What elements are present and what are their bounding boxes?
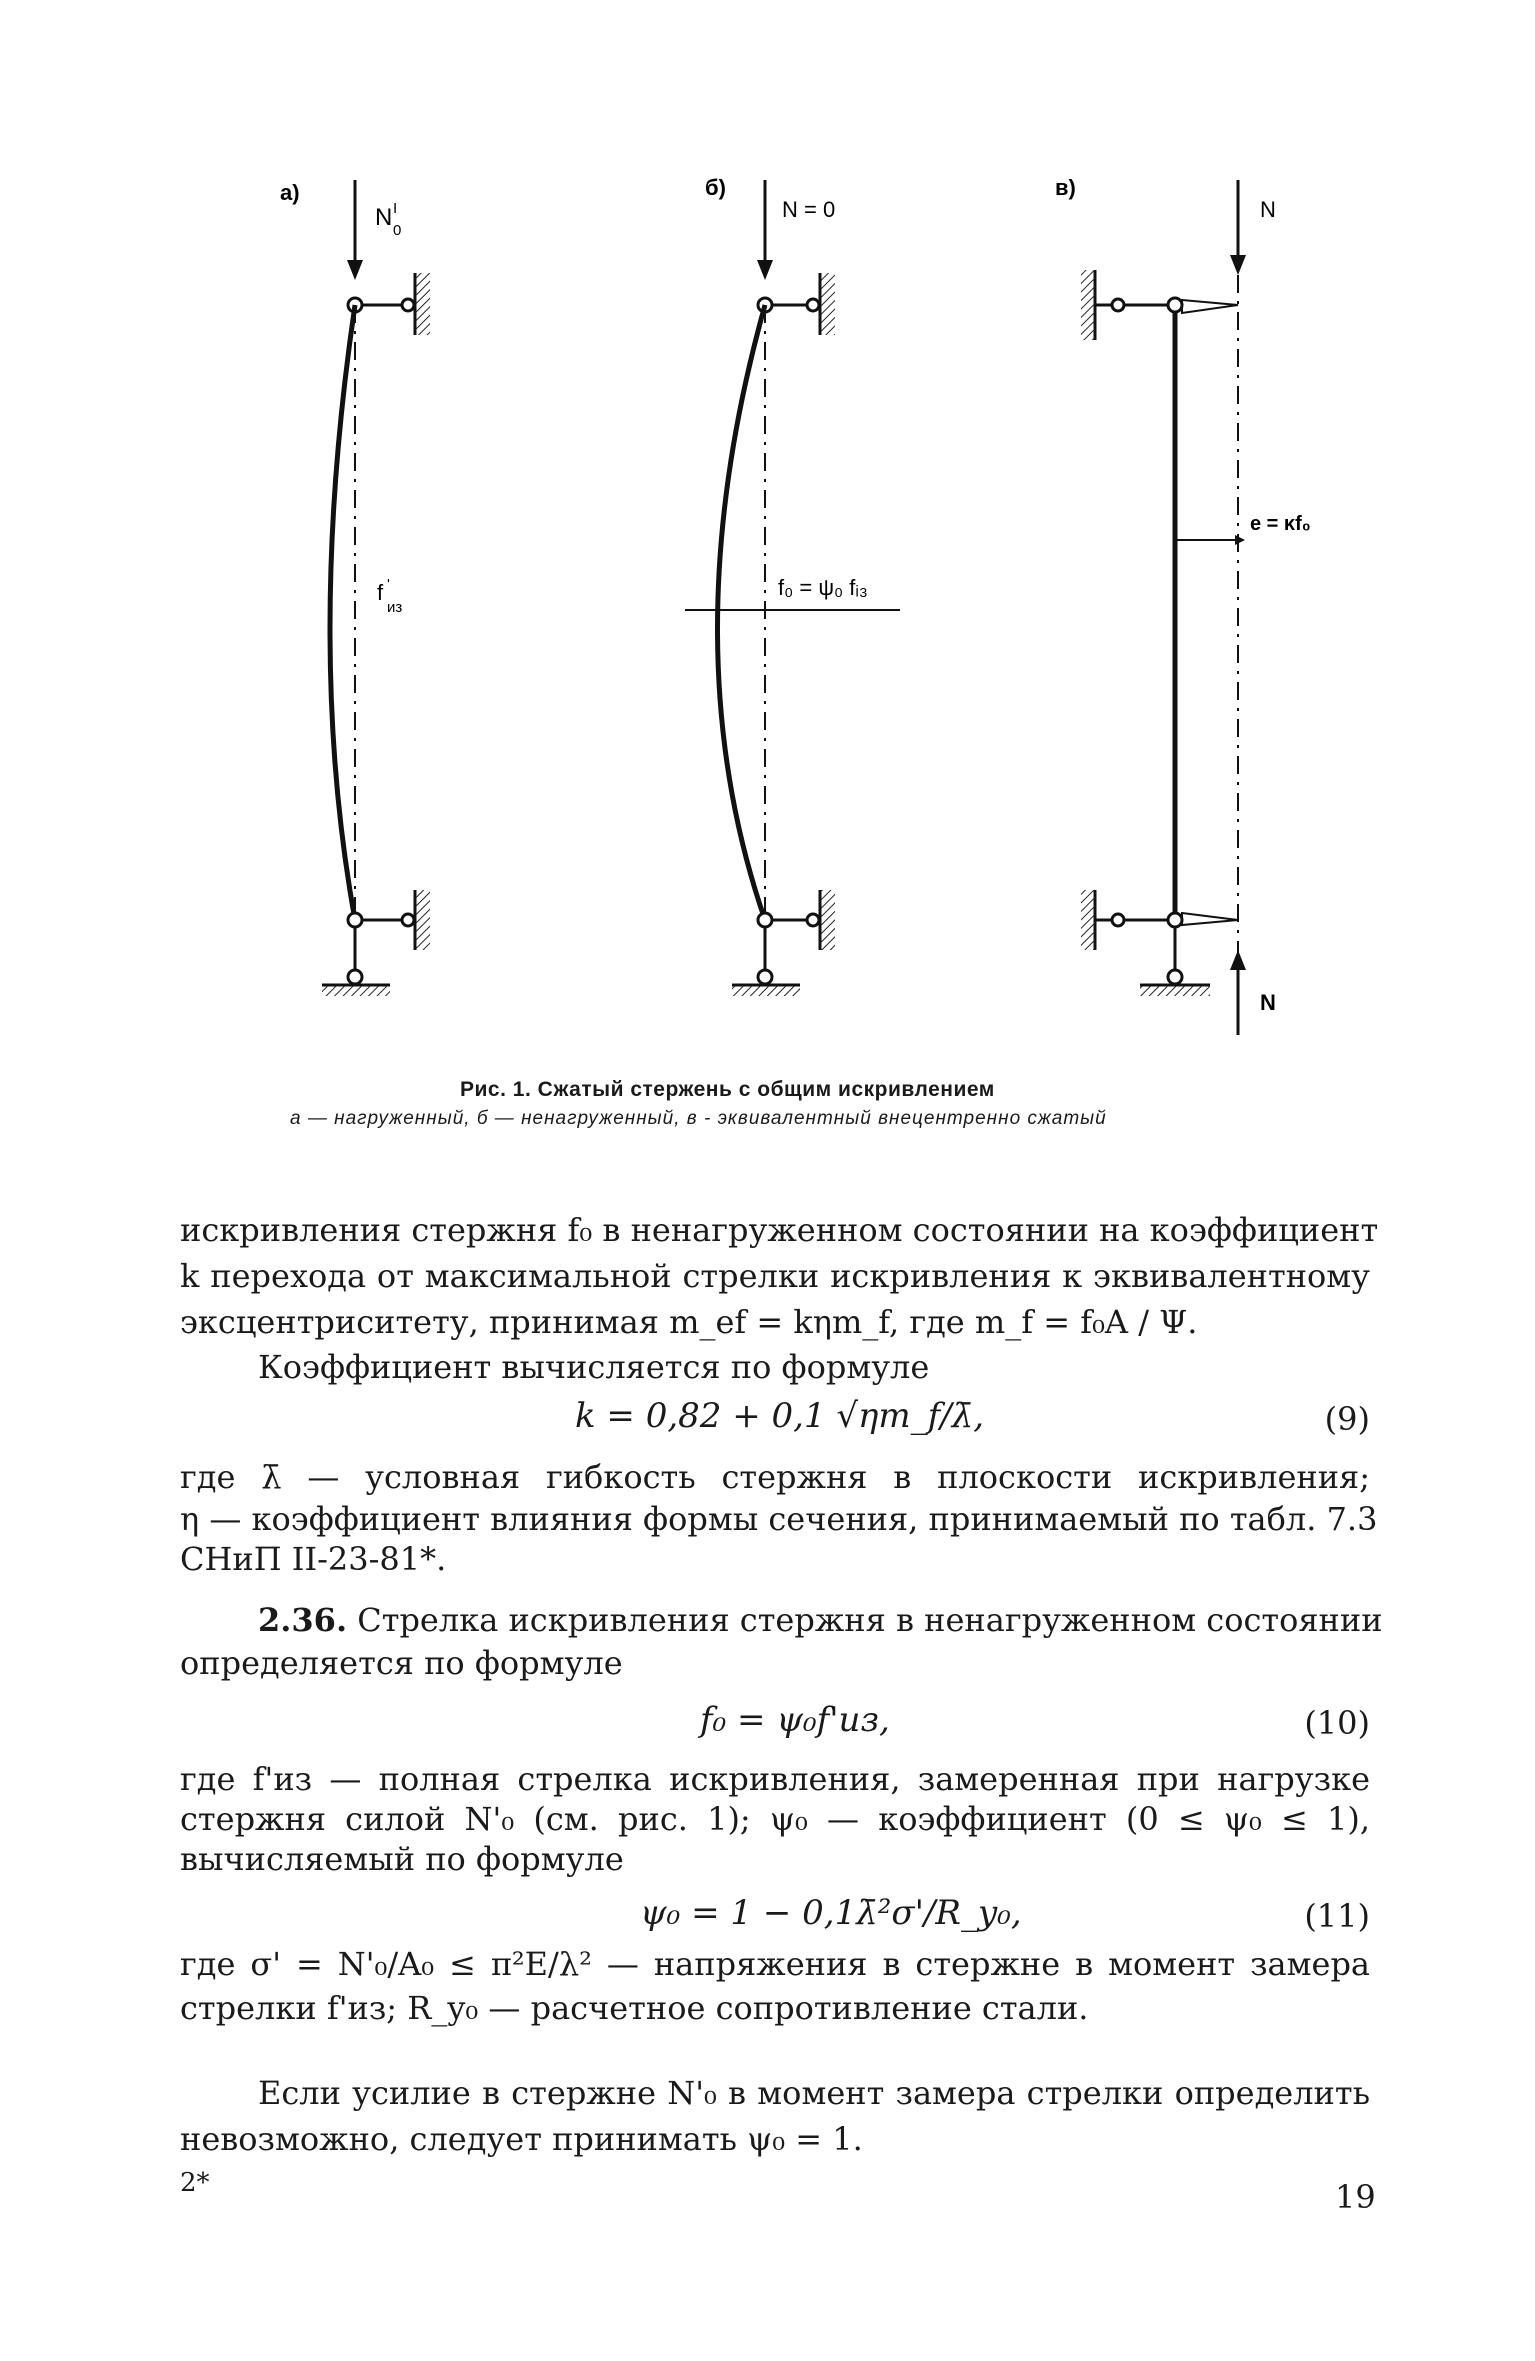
panel-v	[1055, 175, 1311, 1035]
paragraph-2: Коэффициент вычисляется по формуле	[258, 1348, 930, 1386]
paragraph-5-line-3: вычисляемый по формуле	[180, 1840, 624, 1878]
signature-mark: 2*	[180, 2168, 210, 2198]
panel-v-force-bottom: N	[1260, 990, 1276, 1015]
panel-b-deflection: f₀ = ψ₀ fᵢ₃	[778, 575, 868, 600]
paragraph-1-line-2: k перехода от максимальной стрелки искривления к эквивалентному	[180, 1257, 1370, 1295]
paragraph-7-line-1: Если усилие в стержне N'₀ в момент замера стрелки определить	[258, 2074, 1370, 2112]
panel-v-label: в)	[1055, 175, 1076, 200]
paragraph-5-line-2: стержня силой N'₀ (см. рис. 1); ψ₀ — коэффициент (0 ≤ ψ₀ ≤ 1),	[180, 1800, 1370, 1838]
panel-v-eccentricity: e = κf₀	[1250, 513, 1311, 535]
paragraph-7-line-2: невозможно, следует принимать ψ₀ = 1.	[180, 2120, 863, 2158]
section-number: 2.36.	[258, 1601, 348, 1639]
formula-11-number: (11)	[1304, 1897, 1370, 1935]
panel-b	[685, 175, 900, 996]
paragraph-6-line-2: стрелки f'из; R_y₀ — расчетное сопротивление стали.	[180, 1989, 1089, 2027]
panel-a	[280, 180, 430, 996]
panel-b-label: б)	[705, 175, 726, 200]
figure-compressed-rod	[250, 155, 1350, 1055]
panel-a-deflection: f	[377, 580, 384, 605]
svg-text:': '	[387, 576, 390, 593]
paragraph-3-line-2: η — коэффициент влияния формы сечения, принимаемый по табл. 7.3	[180, 1500, 1378, 1538]
panel-a-force: N	[375, 204, 393, 231]
svg-text:0: 0	[393, 222, 402, 239]
formula-10-number: (10)	[1304, 1704, 1370, 1742]
paragraph-3-line-1: где λ̄ — условная гибкость стержня в плоскости искривления;	[180, 1458, 1370, 1496]
page-number: 19	[1335, 2178, 1376, 2216]
formula-9-number: (9)	[1324, 1400, 1370, 1438]
formula-11: ψ₀ = 1 − 0,1λ̄²σ'/R_y₀,	[640, 1893, 1022, 1933]
figure-caption-subtitle: а — нагруженный, б — ненагруженный, в - эквивалентный внецентренно сжатый	[290, 1108, 1107, 1129]
panel-a-label: a)	[280, 180, 300, 205]
figure-caption-title: Рис. 1. Сжатый стержень с общим искривлением	[460, 1078, 995, 1101]
paragraph-6-line-1: где σ' = N'₀/A₀ ≤ π²E/λ² — напряжения в стержне в момент замера	[180, 1945, 1370, 1983]
paragraph-4-line-2: определяется по формуле	[180, 1644, 623, 1682]
paragraph-5-line-1: где f'из — полная стрелка искривления, замеренная при нагрузке	[180, 1760, 1370, 1798]
paragraph-1-line-1: искривления стержня f₀ в ненагруженном состоянии на коэффициент	[180, 1211, 1379, 1249]
paragraph-3-line-3: СНиП II-23-81*.	[180, 1540, 447, 1578]
panel-v-force-top: N	[1260, 197, 1276, 222]
paragraph-1-line-3: эксцентриситету, принимая m_ef = kηm_f, где m_f = f₀A / Ψ.	[180, 1303, 1198, 1341]
panel-b-force: N = 0	[782, 197, 836, 222]
svg-text:I: I	[393, 200, 398, 217]
paragraph-4-text: Стрелка искривления стержня в ненагруженном состоянии	[357, 1601, 1383, 1639]
paragraph-4-line-1	[258, 1598, 1383, 1642]
formula-10: f₀ = ψ₀f'из,	[700, 1700, 890, 1740]
svg-text:из: из	[387, 599, 403, 616]
formula-9: k = 0,82 + 0,1 √ηm_f/λ̄,	[575, 1396, 985, 1436]
